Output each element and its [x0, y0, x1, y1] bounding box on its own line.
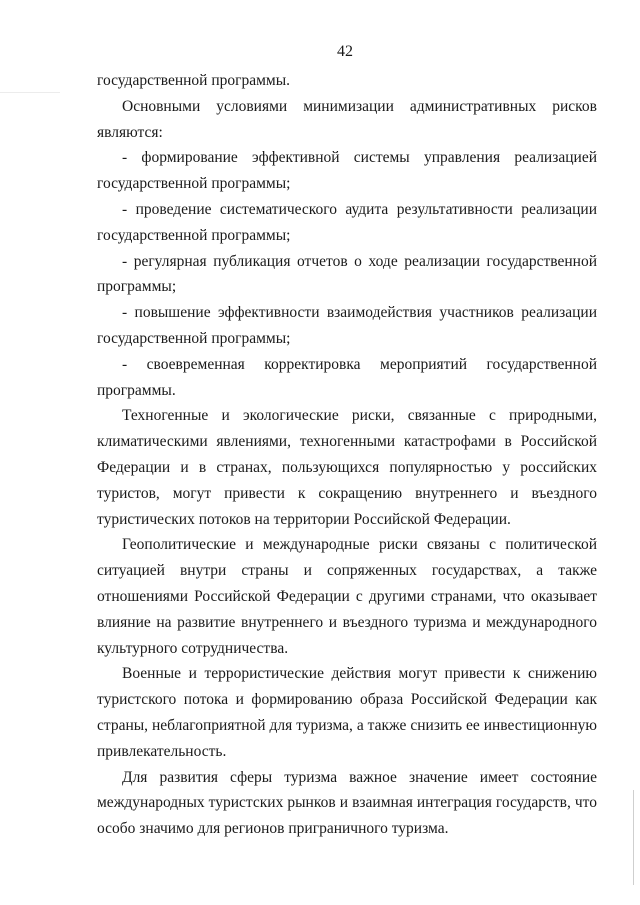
list-item-reports: - регулярная публикация отчетов о ходе реализации государственной программы;: [97, 252, 597, 296]
scan-edge-mark-right: [633, 790, 634, 885]
list-item-adjustment: - своевременная корректировка мероприятий государственной программы.: [97, 355, 597, 399]
page-number: 42: [337, 43, 353, 60]
paragraph-technogenic-risks: Техногенные и экологические риски, связанные с природными, климатическими явлениями, техногенными катастрофами в Российской Федерации и в странах, пользующихся популярностью у российских туристов, могут привести к сокращению внутреннего и въездного туристических потоков на территории Российской Федерации.: [97, 407, 597, 528]
list-item-audit: - проведение систематического аудита результативности реализации государственной программы;: [97, 200, 597, 244]
paragraph-geopolitical-risks: Геополитические и международные риски связаны с политической ситуацией внутри страны и сопряженных государствах, а также отношениями Российской Федерации с другими странами, что оказывает влияние на развитие внутреннего и въездного туризма и международного культурного сотрудничества.: [97, 536, 597, 657]
paragraph-conditions-intro: Основными условиями минимизации административных рисков являются:: [97, 97, 597, 141]
scan-edge-mark-top: [0, 92, 60, 93]
paragraph-military-risks: Военные и террористические действия могут привести к снижению туристского потока и формированию образа Российской Федерации как страны, неблагоприятной для туризма, а также снизить ее инвестиционную привлекательность.: [97, 665, 597, 760]
paragraph-markets-integration: Для развития сферы туризма важное значение имеет состояние международных туристских рынков и взаимная интеграция государств, что особо значимо для регионов приграничного туризма.: [97, 768, 597, 838]
paragraph-continuation: государственной программы.: [97, 72, 291, 89]
list-item-management-system: - формирование эффективной системы управления реализацией государственной программы;: [97, 149, 597, 193]
list-item-cooperation: - повышение эффективности взаимодействия участников реализации государственной программы;: [97, 304, 597, 347]
document-body: [97, 68, 597, 842]
